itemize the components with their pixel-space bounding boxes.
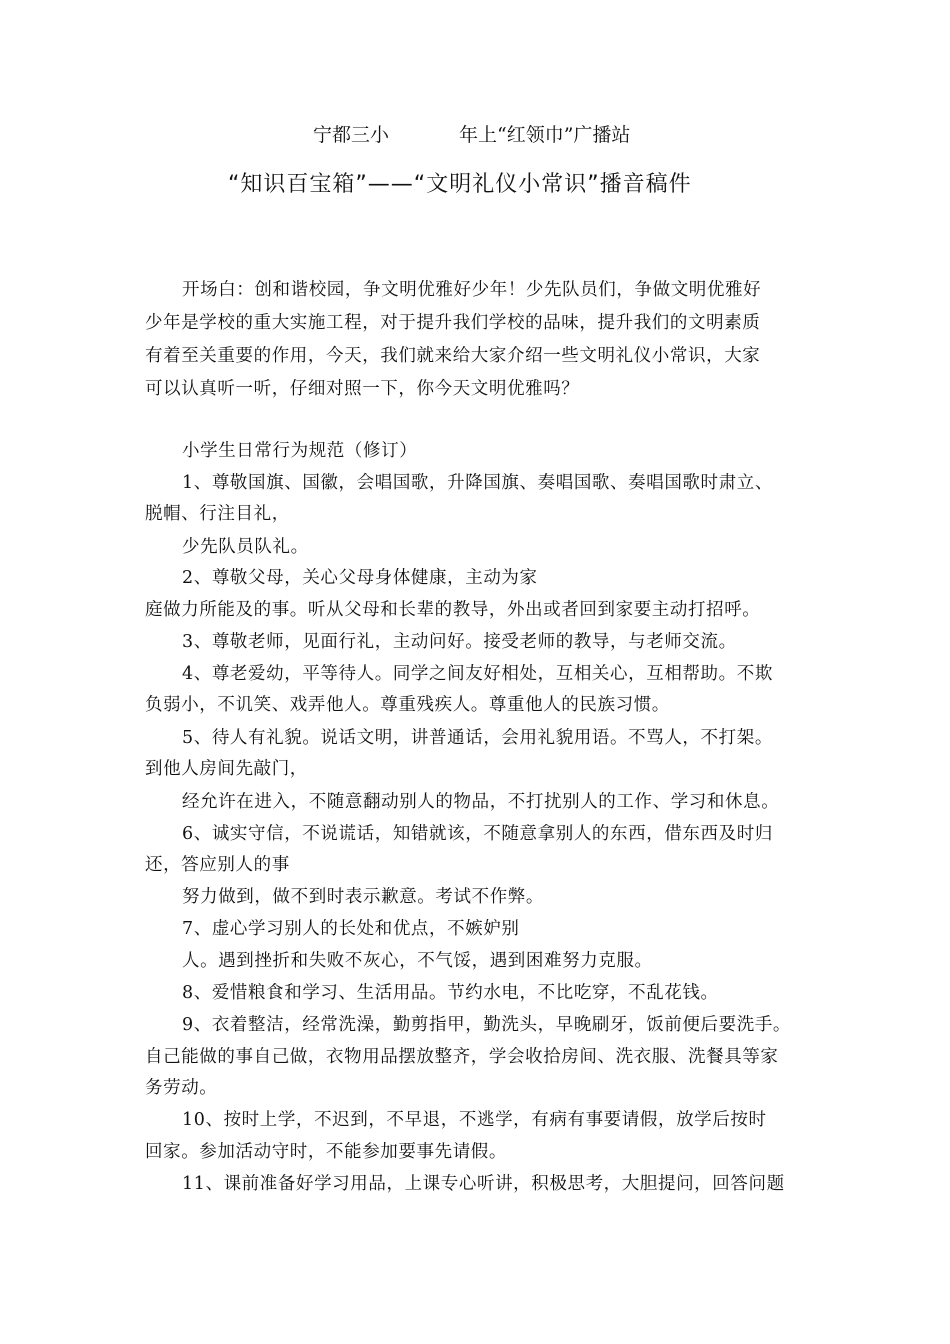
- body-line: 负弱小，不讥笑、戏弄他人。尊重残疾人。尊重他人的民族习惯。: [145, 695, 670, 715]
- body-line: 9、衣着整洁，经常洗澡，勤剪指甲，勤洗头，早晚刷牙，饭前便后要洗手。: [182, 1015, 792, 1035]
- body-line: 少先队员队礼。: [182, 537, 309, 557]
- body-line: 4、尊老爱幼，平等待人。同学之间友好相处，互相关心，互相帮助。不欺: [182, 664, 773, 684]
- document-title: “知识百宝箱”——“文明礼仪小常识”播音稿件: [228, 172, 692, 197]
- body-line: 务劳动。: [145, 1078, 218, 1098]
- body-line: 到他人房间先敲门，: [145, 759, 308, 779]
- body-line: 回家。参加活动守时，不能参加要事先请假。: [145, 1142, 507, 1162]
- body-line: 3、尊敬老师，见面行礼，主动问好。接受老师的教导，与老师交流。: [182, 632, 737, 652]
- body-line: 10、按时上学，不迟到，不早退，不逃学，有病有事要请假，放学后按时: [182, 1110, 767, 1130]
- school-name: 宁都三小: [313, 124, 390, 146]
- body-line: 还，答应别人的事: [145, 855, 290, 875]
- body-line: 7、虚心学习别人的长处和优点，不嫉妒别: [182, 919, 520, 939]
- body-line: 11、课前准备好学习用品，上课专心听讲，积极思考，大胆提问，回答问题: [182, 1174, 785, 1194]
- body-line: 可以认真听一听，仔细对照一下，你今天文明优雅吗？: [145, 379, 580, 399]
- body-line: 5、待人有礼貌。说话文明，讲普通话，会用礼貌用语。不骂人，不打架。: [182, 728, 773, 748]
- body-line: 开场白：创和谐校园，争文明优雅好少年！少先队员们，争做文明优雅好: [182, 280, 762, 300]
- body-line: 有着至关重要的作用，今天，我们就来给大家介绍一些文明礼仪小常识，大家: [145, 346, 761, 366]
- body-line: 6、诚实守信，不说谎话，知错就该，不随意拿别人的东西，借东西及时归: [182, 824, 773, 844]
- body-line: 2、尊敬父母，关心父母身体健康，主动为家: [182, 568, 538, 588]
- body-line: 人。遇到挫折和失败不灰心，不气馁，遇到困难努力克服。: [182, 951, 653, 971]
- section-heading: 小学生日常行为规范（修订）: [182, 441, 418, 461]
- body-line: 1、尊敬国旗、国徽，会唱国歌，升降国旗、奏唱国歌、奏唱国歌时肃立、: [182, 473, 773, 493]
- body-line: 脱帽、行注目礼，: [145, 504, 290, 524]
- body-line: 8、爱惜粮食和学习、生活用品。节约水电，不比吃穿，不乱花钱。: [182, 983, 719, 1003]
- body-line: 庭做力所能及的事。听从父母和长辈的教导，外出或者回到家要主动打招呼。: [145, 600, 761, 620]
- station-name: 年上“红领巾”广播站: [459, 124, 631, 146]
- body-line: 努力做到，做不到时表示歉意。考试不作弊。: [182, 887, 544, 907]
- body-line: 少年是学校的重大实施工程，对于提升我们学校的品味，提升我们的文明素质: [145, 313, 761, 333]
- body-line: 自己能做的事自己做，衣物用品摆放整齐，学会收拾房间、洗衣服、洗餐具等家: [145, 1047, 779, 1067]
- body-line: 经允许在进入，不随意翻动别人的物品，不打扰别人的工作、学习和休息。: [182, 792, 780, 812]
